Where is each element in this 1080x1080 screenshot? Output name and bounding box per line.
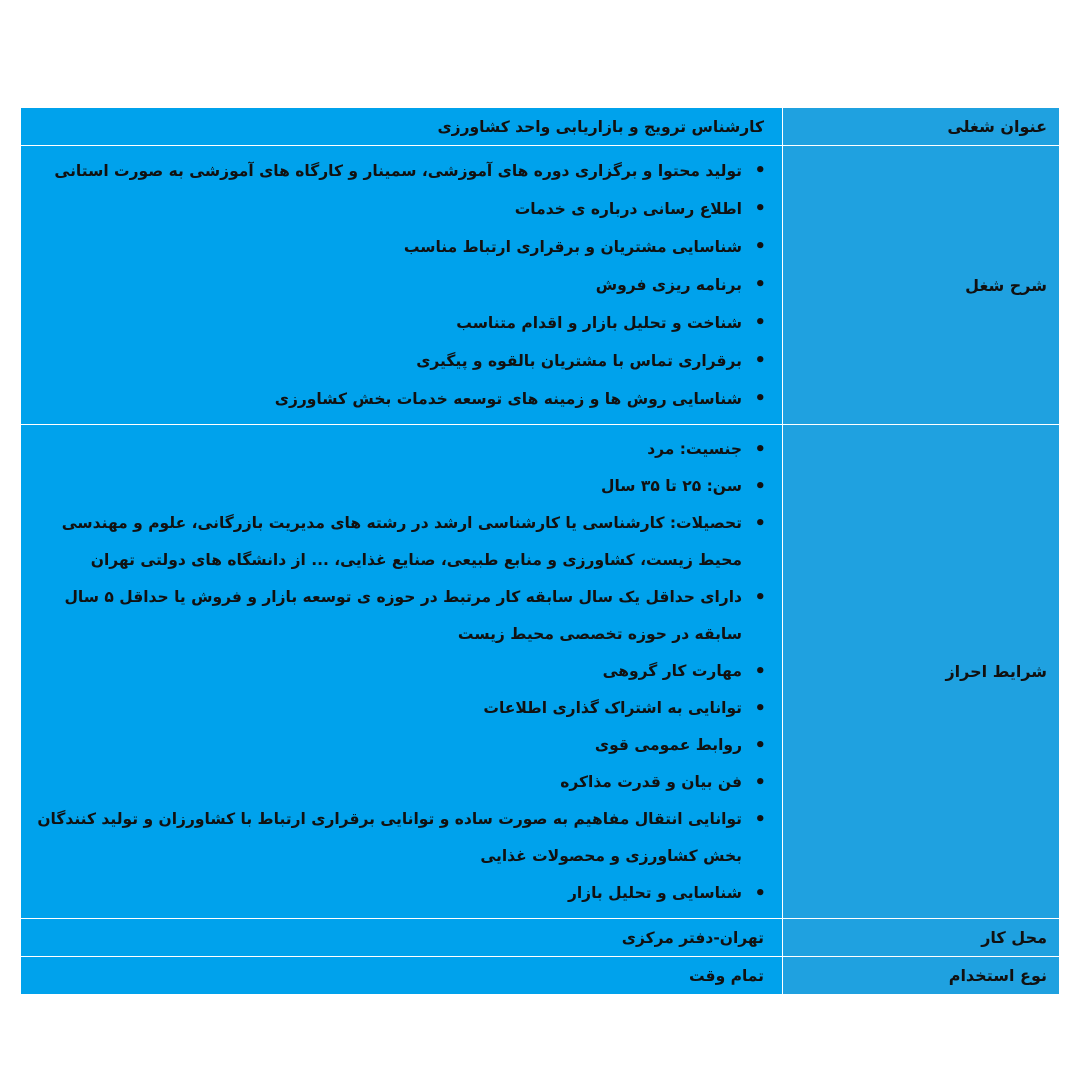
job-description-row: [21, 146, 1060, 425]
employment-type-row: [21, 957, 1060, 995]
employment-type-value: تمام وقت: [21, 957, 783, 995]
requirements-cell: [21, 425, 783, 919]
location-value: تهران-دفتر مرکزی: [21, 919, 783, 957]
list-item: • شناسایی و تحلیل بازار: [21, 875, 774, 912]
location-row: [21, 919, 1060, 957]
list-item: • اطلاع رسانی درباره ی خدمات: [21, 190, 774, 228]
list-item: • برنامه ریزی فروش: [21, 266, 774, 304]
list-item: • روابط عمومی قوی: [21, 727, 774, 764]
list-item: • توانایی انتقال مفاهیم به صورت ساده و توانایی برقراری ارتباط با کشاورزان و تولید کنندگان بخش کشاورزی و محصولات غذایی: [21, 801, 774, 875]
employment-type-label: نوع استخدام: [783, 957, 1060, 995]
job-description-list: [21, 146, 782, 424]
list-item: • دارای حداقل یک سال سابقه کار مرتبط در حوزه ی توسعه بازار و فروش یا حداقل ۵ سال سابقه در حوزه تخصصی محیط زیست: [21, 579, 774, 653]
list-item: • شناسایی مشتریان و برقراری ارتباط مناسب: [21, 228, 774, 266]
list-item: • جنسیت: مرد: [21, 431, 774, 468]
list-item: • تحصیلات: کارشناسی یا کارشناسی ارشد در رشته های مدیریت بازرگانی، علوم و مهندسی محیط زیست، کشاورزی و منابع طبیعی، صنایع غذایی، ... از دانشگاه های دولتی تهران: [21, 505, 774, 579]
job-ad-table: [20, 107, 1060, 995]
requirements-row: [21, 425, 1060, 919]
location-label: محل کار: [783, 919, 1060, 957]
list-item: • شناسایی روش ها و زمینه های توسعه خدمات بخش کشاورزی: [21, 380, 774, 418]
requirements-list: [21, 425, 782, 918]
list-item: • برقراری تماس با مشتریان بالقوه و پیگیری: [21, 342, 774, 380]
list-item: • مهارت کار گروهی: [21, 653, 774, 690]
requirements-label: شرایط احراز: [783, 425, 1060, 919]
list-item: • شناخت و تحلیل بازار و اقدام متناسب: [21, 304, 774, 342]
job-title-value: کارشناس ترویج و بازاریابی واحد کشاورزی: [21, 108, 783, 146]
list-item: • فن بیان و قدرت مذاکره: [21, 764, 774, 801]
list-item: • توانایی به اشتراک گذاری اطلاعات: [21, 690, 774, 727]
list-item: • تولید محتوا و برگزاری دوره های آموزشی، سمینار و کارگاه های آموزشی به صورت استانی: [21, 152, 774, 190]
job-title-row: [21, 108, 1060, 146]
job-title-label: عنوان شغلی: [783, 108, 1060, 146]
job-description-cell: [21, 146, 783, 425]
list-item: • سن: ۲۵ تا ۳۵ سال: [21, 468, 774, 505]
job-description-label: شرح شغل: [783, 146, 1060, 425]
